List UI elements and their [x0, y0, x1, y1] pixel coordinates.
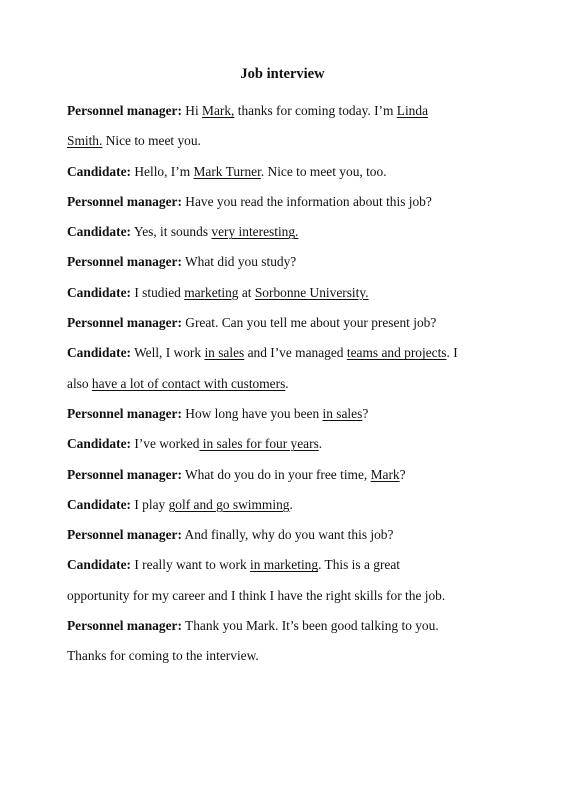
speaker-label: Candidate:	[67, 436, 131, 452]
speaker-label: Candidate:	[67, 557, 131, 573]
line-text: Hello, I’m	[134, 163, 194, 179]
line-text: at	[238, 284, 255, 300]
line-text: .	[318, 436, 323, 452]
underlined-text: Smith.	[67, 133, 103, 149]
line-text: Nice to meet you.	[102, 133, 201, 149]
speaker-label: Personnel manager:	[67, 193, 182, 209]
dialogue-line	[67, 247, 507, 277]
underlined-text: golf and go swimming	[168, 496, 290, 512]
line-text: What did you study?	[185, 254, 297, 270]
line-text: thanks for coming today. I’m	[234, 103, 397, 118]
line-text: . This is a great	[318, 557, 401, 573]
dialogue-line	[67, 520, 507, 550]
speaker-label: Personnel manager:	[67, 527, 182, 543]
line-text: I studied	[134, 284, 185, 300]
dialogue-line	[67, 217, 507, 247]
dialogue-line	[67, 278, 507, 308]
dialogue-line	[67, 187, 507, 217]
dialogue	[67, 96, 507, 672]
line-text: . I	[446, 345, 458, 361]
dialogue-line-continuation	[67, 126, 507, 156]
speaker-label: Personnel manager:	[67, 405, 182, 421]
underlined-text: in sales	[204, 345, 245, 361]
speaker-label: Candidate:	[67, 345, 131, 361]
dialogue-line-continuation	[67, 641, 507, 671]
line-text: opportunity for my career and I think I have the right skills for the job.	[67, 587, 446, 603]
line-text: .	[285, 375, 289, 391]
speaker-label: Personnel manager:	[67, 618, 182, 634]
underlined-text: have a lot of contact with customers	[91, 375, 286, 391]
dialogue-line	[67, 96, 507, 126]
line-text: How long have you been	[185, 405, 323, 421]
dialogue-line	[67, 550, 507, 580]
line-text: . Nice to meet you, too.	[260, 163, 387, 179]
underlined-text: in marketing	[250, 557, 319, 573]
line-text: Great. Can you tell me about your present job?	[185, 315, 437, 331]
line-text: And finally, why do you want this job?	[184, 527, 394, 543]
underlined-text: Mark Turner	[193, 163, 261, 179]
dialogue-line	[67, 308, 507, 338]
underlined-text: Mark	[370, 466, 400, 482]
line-text: ?	[399, 466, 406, 482]
line-text: I’ve worked	[134, 436, 200, 452]
dialogue-line	[67, 460, 507, 490]
speaker-label: Personnel manager:	[67, 254, 182, 270]
line-text: What do you do in your free time,	[185, 466, 371, 482]
dialogue-line	[67, 399, 507, 429]
page-title: Job interview	[240, 66, 325, 82]
line-text: ?	[362, 405, 369, 421]
dialogue-line	[67, 429, 507, 459]
speaker-label: Personnel manager:	[67, 315, 182, 331]
line-text: also	[67, 375, 92, 391]
underlined-text: Sorbonne University.	[254, 284, 369, 300]
dialogue-line	[67, 338, 507, 368]
line-text: Thank you Mark. It’s been good talking to you.	[185, 618, 439, 634]
speaker-label: Candidate:	[67, 163, 131, 179]
dialogue-line	[67, 157, 507, 187]
speaker-label: Candidate:	[67, 224, 131, 240]
speaker-label: Personnel manager:	[67, 466, 182, 482]
underlined-text: teams and projects	[346, 345, 447, 361]
line-text: .	[289, 496, 293, 512]
dialogue-line	[67, 611, 507, 641]
dialogue-line-continuation	[67, 581, 507, 611]
line-text: and I’ve managed	[244, 345, 347, 361]
line-text: Yes, it sounds	[133, 224, 212, 240]
line-text: I play	[134, 496, 169, 512]
line-text: Have you read the information about this job?	[185, 193, 432, 209]
underlined-text: very interesting.	[211, 224, 299, 240]
line-text: I really want to work	[134, 557, 251, 573]
speaker-label: Personnel manager:	[67, 103, 182, 118]
dialogue-line-continuation	[67, 369, 507, 399]
underlined-text: in sales	[322, 405, 363, 421]
line-text: Hi	[185, 103, 203, 118]
dialogue-line	[67, 490, 507, 520]
underlined-text: marketing	[184, 284, 239, 300]
line-text: Thanks for coming to the interview.	[67, 648, 259, 664]
underlined-text: Mark,	[202, 103, 235, 118]
speaker-label: Candidate:	[67, 284, 131, 300]
line-text: Well, I work	[134, 345, 205, 361]
underlined-text: in sales for four years	[199, 436, 319, 452]
speaker-label: Candidate:	[67, 496, 131, 512]
underlined-text: Linda	[396, 103, 429, 118]
